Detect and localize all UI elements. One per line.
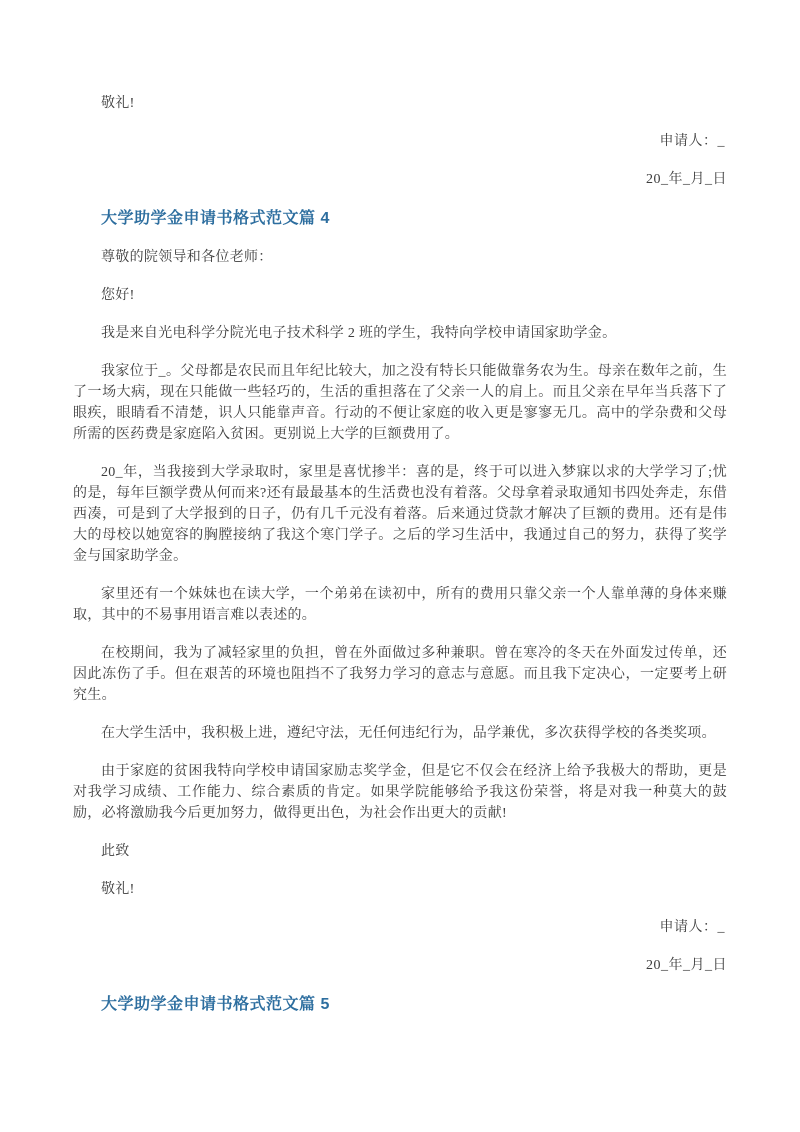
body-paragraph: 20_年，当我接到大学录取时，家里是喜忧掺半：喜的是，终于可以进入梦寐以求的大学学习了;忧的是，每年巨额学费从何而来?还有最最基本的生活费也没有着落。父母拿着录取通知书四处奔走，东借西凑，可是到了大学报到的日子，仍有几千元没有着落。后来通过贷款才解决了巨额的费用。还有是伟大的母校以她宽容的胸膛接纳了我这个寒门学子。之后的学习生活中，我通过自己的努力，获得了奖学金与国家助学金。 (73, 465, 727, 564)
body-paragraph: 由于家庭的贫困我特向学校申请国家励志奖学金，但是它不仅会在经济上给予我极大的帮助，更是对我学习成绩、工作能力、综合素质的肯定。如果学院能够给予我这份荣誉，将是对我一种莫大的鼓励，必将激励我今后更加努力，做得更出色，为社会作出更大的贡献! (73, 764, 727, 821)
body-paragraph: 家里还有一个妹妹也在读大学，一个弟弟在读初中，所有的费用只靠父亲一个人靠单薄的身体来赚取，其中的不易事用语言难以表述的。 (73, 587, 727, 623)
closing-salute: 敬礼! (101, 882, 135, 897)
body-paragraph: 在校期间，我为了减轻家里的负担，曾在外面做过多种兼职。曾在寒冷的冬天在外面发过传单，还因此冻伤了手。但在艰苦的环境也阻挡不了我努力学习的意志与意愿。而且我下定决心，一定要考上研究生。 (73, 646, 727, 703)
section-heading-part5: 大学助学金申请书格式范文篇 5 (101, 996, 330, 1013)
date-line: 20_年_月_日 (646, 958, 727, 973)
applicant-line: 申请人：_ (659, 920, 725, 935)
greeting-line: 您好! (101, 288, 135, 303)
body-paragraph: 我是来自光电科学分院光电子技术科学 2 班的学生，我特向学校申请国家助学金。 (101, 326, 617, 341)
applicant-line: 申请人：_ (659, 134, 725, 149)
closing-salute: 敬礼! (101, 96, 135, 111)
salutation-line: 尊敬的院领导和各位老师： (101, 250, 273, 265)
section-heading-part4: 大学助学金申请书格式范文篇 4 (101, 210, 330, 227)
body-paragraph: 我家位于_。父母都是农民而且年纪比较大，加之没有特长只能做靠务农为生。母亲在数年之前，生了一场大病，现在只能做一些轻巧的，生活的重担落在了父亲一人的肩上。而且父亲在早年当兵落下了眼疾，眼睛看不清楚，识人只能靠声音。行动的不便让家庭的收入更是寥寥无几。高中的学杂费和父母所需的医药费是家庭陷入贫困。更别说上大学的巨额费用了。 (73, 364, 727, 442)
body-paragraph: 在大学生活中，我积极上进，遵纪守法，无任何违纪行为，品学兼优，多次获得学校的各类奖项。 (101, 726, 716, 741)
date-line: 20_年_月_日 (646, 172, 727, 187)
closing-cizhi: 此致 (101, 844, 130, 859)
